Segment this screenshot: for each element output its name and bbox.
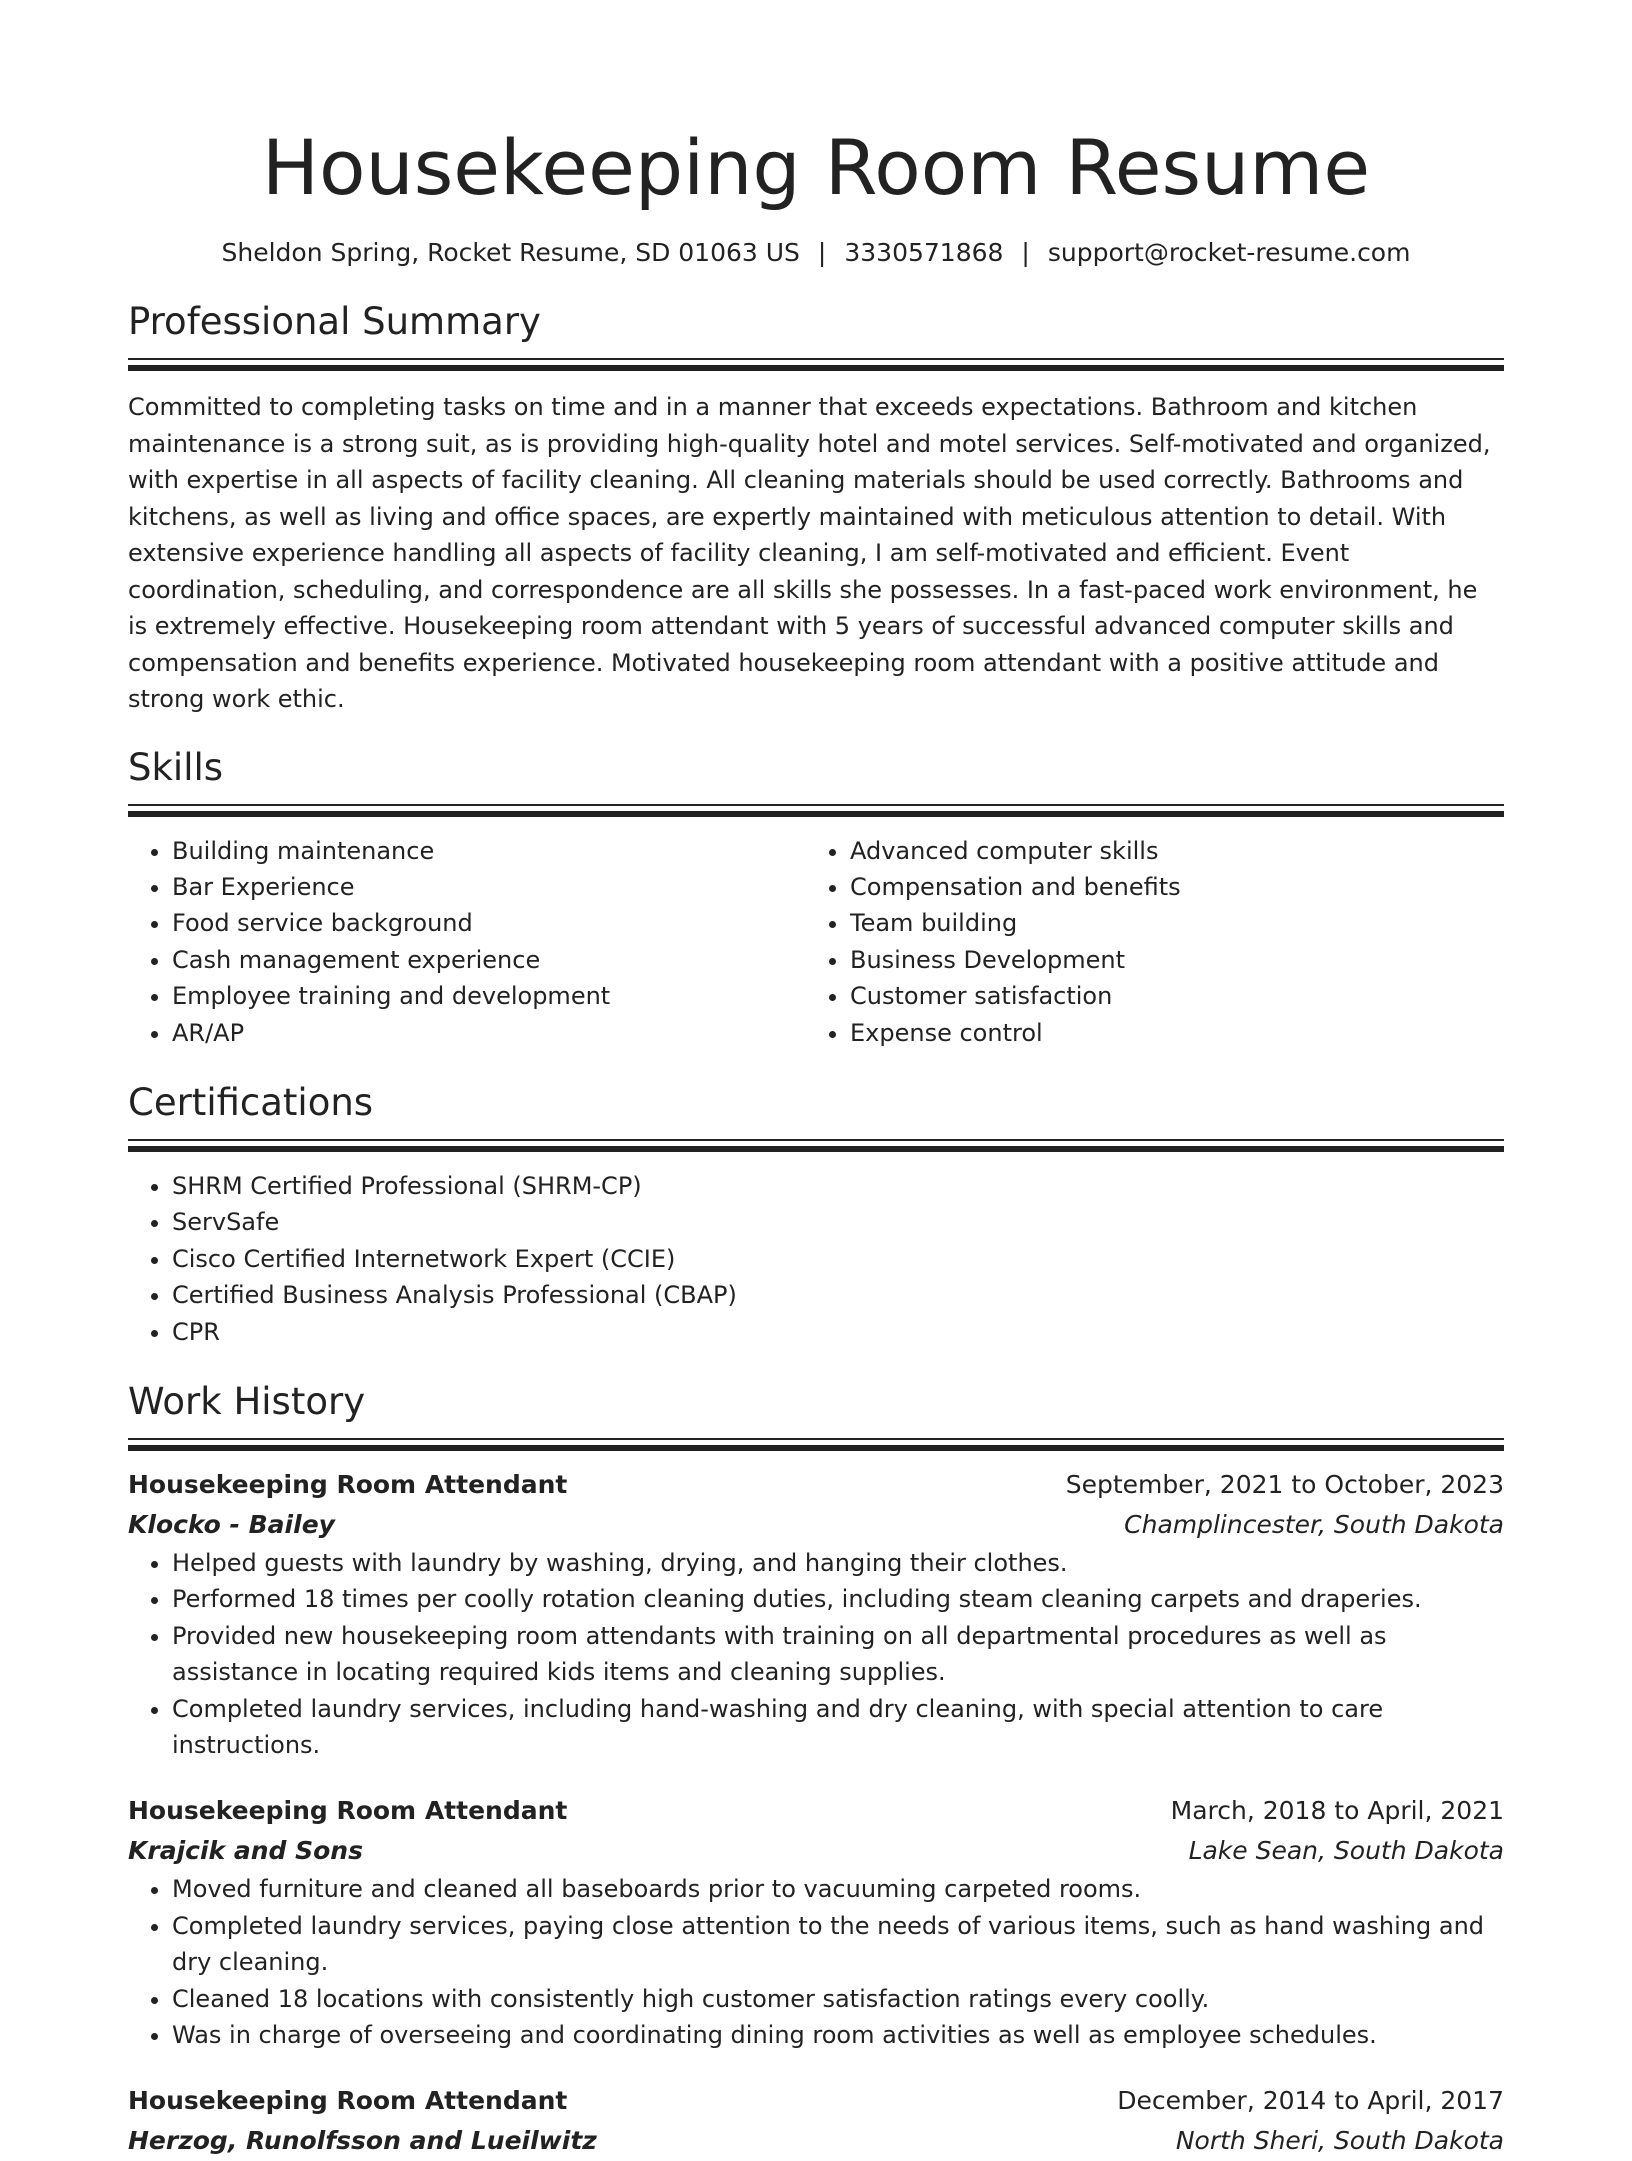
job-company: Krajcik and Sons (128, 1836, 363, 1866)
certification-item: • SHRM Certified Professional (SHRM-CP) (172, 1168, 1504, 1204)
skills-section (128, 744, 1504, 1051)
certifications-list (128, 1168, 1504, 1350)
job-bullet: • Was in charge of overseeing and coordinating dining room activities as well as employee schedules. (172, 2017, 1504, 2053)
section-heading-work-history: Work History (128, 1379, 366, 1423)
section-divider-thick (128, 811, 1504, 817)
certification-item: • Cisco Certified Internetwork Expert (CCIE) (172, 1241, 1504, 1277)
summary-text: Committed to completing tasks on time and in a manner that exceeds expectations. Bathroom and kitchen maintenance is a strong suit, as is providing high-quality hotel and motel services. Self-motivated and organized, with expertise in all aspects of facility cleaning. All cleaning materials should be used correctly. Bathrooms and kitchens, as well as living and office spaces, are expertly maintained with meticulous attention to detail. With extensive experience handling all aspects of facility cleaning, I am self-motivated and efficient. Event coordination, scheduling, and correspondence are all skills she possesses. In a fast-paced work environment, he is extremely effective. Housekeeping room attendant with 5 years of successful advanced computer skills and compensation and benefits experience. Motivated housekeeping room attendant with a positive attitude and strong work ethic. (128, 393, 1491, 713)
contact-phone: 3330571868 (844, 238, 1004, 267)
job-bullets (128, 1545, 1504, 1763)
section-divider-thick (128, 1445, 1504, 1451)
job-bullet: • Provided new housekeeping room attendants with training on all departmental procedures as well as assistance in locating required kids items and cleaning supplies. (172, 1618, 1504, 1691)
job-header-row (128, 2081, 1504, 2121)
resume-page (128, 0, 1504, 2161)
skill-item: • Team building (850, 905, 1484, 941)
job-title: Housekeeping Room Attendant (128, 1469, 568, 1499)
job-bullet: • Cleaned 18 locations with consistently high customer satisfaction ratings every coolly. (172, 1981, 1504, 2017)
skills-list-left (128, 833, 806, 1051)
job-entry (128, 2081, 1504, 2161)
resume-title: Housekeeping Room Resume (261, 123, 1371, 212)
skill-item: • Building maintenance (172, 833, 806, 869)
job-dates: December, 2014 to April, 2017 (1117, 2086, 1504, 2116)
job-company-row (128, 1831, 1504, 1871)
section-divider-thick (128, 1146, 1504, 1152)
job-location: Champlincester, South Dakota (1124, 1509, 1504, 1539)
job-bullet: • Helped guests with laundry by washing, drying, and hanging their clothes. (172, 1545, 1504, 1581)
job-bullet: • Performed 18 times per coolly rotation cleaning duties, including steam cleaning carpets and draperies. (172, 1581, 1504, 1617)
job-bullet: • Completed laundry services, including hand-washing and dry cleaning, with special attention to care instructions. (172, 1691, 1504, 1764)
job-title: Housekeeping Room Attendant (128, 2086, 568, 2116)
skills-columns (128, 833, 1504, 1051)
section-divider (128, 1438, 1504, 1440)
job-entry (128, 1465, 1504, 1763)
skills-column-right (806, 833, 1484, 1051)
skill-item: • Business Development (850, 942, 1484, 978)
skills-list-right (806, 833, 1484, 1051)
section-divider (128, 804, 1504, 806)
section-divider-thick (128, 365, 1504, 371)
contact-email: support@rocket-resume.com (1047, 238, 1411, 267)
job-location: North Sheri, South Dakota (1175, 2126, 1504, 2156)
job-dates: March, 2018 to April, 2021 (1170, 1796, 1504, 1826)
skill-item: • Customer satisfaction (850, 978, 1484, 1014)
certification-item: • CPR (172, 1314, 1504, 1350)
contact-separator: | (1021, 238, 1030, 267)
job-bullet: • Completed laundry services, paying close attention to the needs of various items, such as hand washing and dry cleaning. (172, 1908, 1504, 1981)
section-divider (128, 1139, 1504, 1141)
skill-item: • Food service background (172, 905, 806, 941)
section-divider (128, 358, 1504, 360)
job-company-row (128, 2121, 1504, 2161)
job-title: Housekeeping Room Attendant (128, 1796, 568, 1826)
job-company: Herzog, Runolfsson and Lueilwitz (128, 2126, 597, 2156)
skill-item: • Employee training and development (172, 978, 806, 1014)
job-company: Klocko - Bailey (128, 1509, 335, 1539)
certification-item: • Certified Business Analysis Professional (CBAP) (172, 1277, 1504, 1313)
skill-item: • Expense control (850, 1015, 1484, 1051)
job-header-row (128, 1791, 1504, 1831)
job-location: Lake Sean, South Dakota (1188, 1836, 1504, 1866)
job-dates: September, 2021 to October, 2023 (1065, 1469, 1504, 1499)
skill-item: • AR/AP (172, 1015, 806, 1051)
job-bullets (128, 1871, 1504, 2053)
contact-separator: | (817, 238, 827, 267)
job-entry (128, 1791, 1504, 2053)
section-heading-summary: Professional Summary (128, 300, 541, 343)
job-header-row (128, 1465, 1504, 1505)
skill-item: • Bar Experience (172, 869, 806, 905)
skill-item: • Compensation and benefits (850, 869, 1484, 905)
job-bullet: • Moved furniture and cleaned all baseboards prior to vacuuming carpeted rooms. (172, 1871, 1504, 1907)
skills-column-left (128, 833, 806, 1051)
skill-item: • Advanced computer skills (850, 833, 1484, 869)
skill-item: • Cash management experience (172, 942, 806, 978)
work-history-section (128, 1378, 1504, 2161)
section-heading-certifications: Certifications (128, 1080, 374, 1124)
certifications-section (128, 1079, 1504, 1350)
section-heading-skills: Skills (128, 745, 224, 789)
contact-line (128, 236, 1504, 270)
job-company-row (128, 1505, 1504, 1545)
certification-item: • ServSafe (172, 1204, 1504, 1240)
summary-section (128, 298, 1504, 718)
contact-address: Sheldon Spring, Rocket Resume, SD 01063 US (221, 238, 800, 267)
